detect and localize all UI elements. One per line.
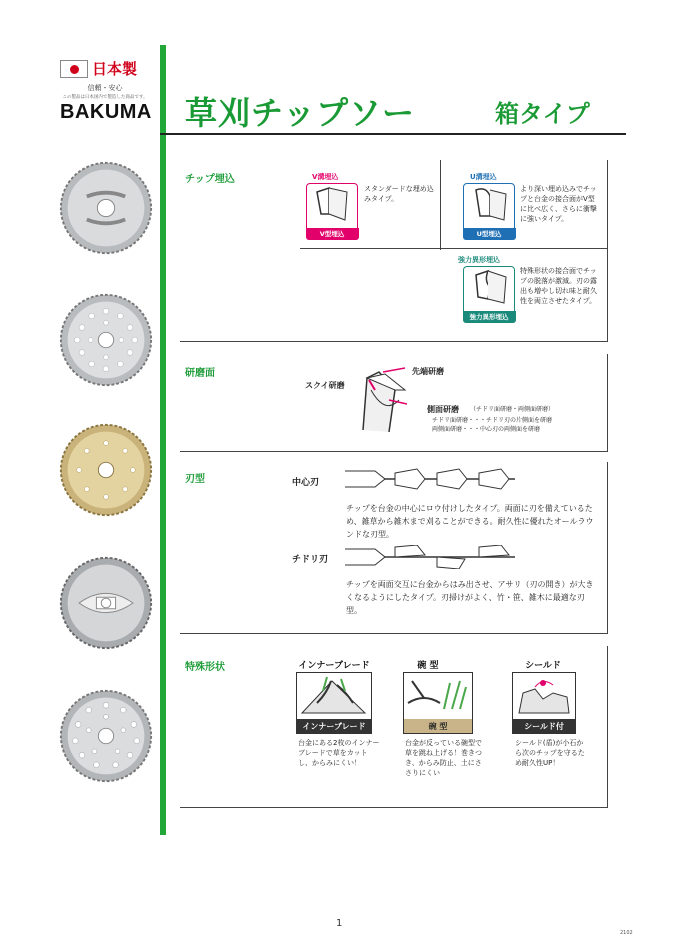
section-label-tip: チップ埋込: [185, 174, 235, 185]
strong-groove-icon: [464, 267, 513, 307]
japan-flag-icon: [60, 60, 88, 78]
v-groove-description: スタンダードな埋め込みタイプ。: [364, 185, 434, 203]
scoop-grind-label: スクイ研磨: [305, 381, 345, 390]
u-groove-description: より深い埋め込みでチップと台金の接合面がV型に比べ広く、さらに衝撃に強いタイプ。: [520, 185, 597, 223]
v-groove-diagram: [306, 183, 358, 239]
catalog-code: 2102: [620, 930, 633, 936]
bowl-type-description: 台金が反っている碗型で草を跳ね上げる！巻きつき、からみ防止、土にささりにくい: [405, 739, 482, 777]
side-grind-note: （チドリ面研磨・両側面研磨）: [470, 406, 555, 413]
shield-description: シールド(盾)が小石から次のチップを守るため耐久性UP！: [515, 739, 585, 767]
u-groove-diagram: [463, 183, 515, 239]
tip-grind-label: 先端研磨: [412, 367, 444, 376]
saw-blade-image-1: [58, 160, 154, 256]
u-groove-caption: U型埋込: [463, 228, 516, 240]
inner-blade-icon: [297, 673, 370, 719]
section-divider: [180, 341, 608, 342]
divider: [607, 462, 608, 634]
saw-blade-image-4: [58, 555, 154, 651]
inner-blade-description: 台金にある2枚のインナーブレードで草をカットし、からみにくい！: [298, 739, 380, 767]
u-groove-icon: [464, 184, 513, 224]
made-in-japan-label: 日本製: [92, 60, 138, 78]
section-label-grind: 研磨面: [185, 368, 215, 379]
v-groove-icon: [307, 184, 356, 224]
inner-blade-caption: インナーブレード: [297, 719, 371, 733]
divider: [300, 248, 608, 249]
strong-groove-tag: 強力異形埋込: [458, 256, 500, 264]
chidori-blade-name: チドリ刃: [292, 555, 329, 565]
saw-blade-image-5: [58, 688, 154, 784]
divider: [607, 160, 608, 342]
shield-icon: [513, 673, 574, 719]
shield-heading: シールド: [525, 661, 561, 671]
bowl-type-diagram: [403, 672, 473, 734]
bowl-type-heading: 碗 型: [417, 661, 439, 671]
chidori-blade-text: チップを両面交互に台金からはみ出させ、アサリ（刃の開き）が大きくなるようにしたタイプ。刃掃けがよく、竹・笹、雑木に最適な刃型。: [346, 580, 594, 615]
saw-blade-image-3: [58, 422, 154, 518]
center-blade-text: チップを台金の中心にロウ付けしたタイプ。両面に刃を備えているため、雑草から雑木まで刈ることができる。耐久性に優れたオールラウンドな刃型。: [346, 504, 594, 539]
bowl-type-icon: [404, 673, 471, 719]
section-divider: [180, 807, 608, 808]
green-divider-bar: [160, 45, 166, 835]
section-label-special: 特殊形状: [185, 662, 225, 673]
brand-logo: [60, 58, 150, 124]
page-subtitle: 箱タイプ: [495, 100, 590, 128]
both-sides-grind-line: 両側面研磨・・・中心刃の両側面を研磨: [432, 426, 541, 433]
strong-groove-diagram: [463, 266, 515, 322]
v-groove-tag: V溝埋込: [312, 173, 339, 181]
title-underline: [160, 133, 626, 135]
divider: [607, 354, 608, 452]
bowl-type-caption: 碗 型: [404, 719, 472, 733]
section-divider: [180, 633, 608, 634]
u-groove-tag: U溝埋込: [470, 173, 497, 181]
chidori-blade-icon: [345, 545, 515, 569]
page-number: 1: [336, 918, 343, 929]
shield-caption: シールド付: [513, 719, 575, 733]
divider: [607, 646, 608, 808]
divider: [440, 160, 441, 250]
inner-blade-diagram: [296, 672, 372, 734]
chidori-grind-line: チドリ面研磨・・・チドリ刃の片側面を研磨: [432, 417, 553, 424]
side-grind-label: 側面研磨: [427, 405, 459, 414]
strong-groove-caption: 強力異形埋込: [463, 311, 516, 323]
brand-name: BAKUMA: [60, 101, 152, 123]
strong-groove-description: 特殊形状の接合面でチップの脱落が激減。刃の露出も増やし切れ味と耐久性を両立させたタイプ。: [520, 267, 597, 305]
center-blade-icon: [345, 467, 515, 491]
section-label-blade: 刃型: [185, 474, 205, 485]
center-blade-name: 中心刃: [292, 478, 320, 488]
logo-tagline: 信頼・安心: [87, 84, 123, 92]
saw-blade-image-2: [58, 292, 154, 388]
logo-small-print: この製品は日本国内で製造した商品です。: [62, 95, 148, 100]
v-groove-caption: V型埋込: [306, 228, 359, 240]
inner-blade-heading: インナーブレード: [298, 661, 370, 671]
section-divider: [180, 451, 608, 452]
page-title: 草刈チップソー: [185, 94, 416, 132]
shield-diagram: [512, 672, 576, 734]
